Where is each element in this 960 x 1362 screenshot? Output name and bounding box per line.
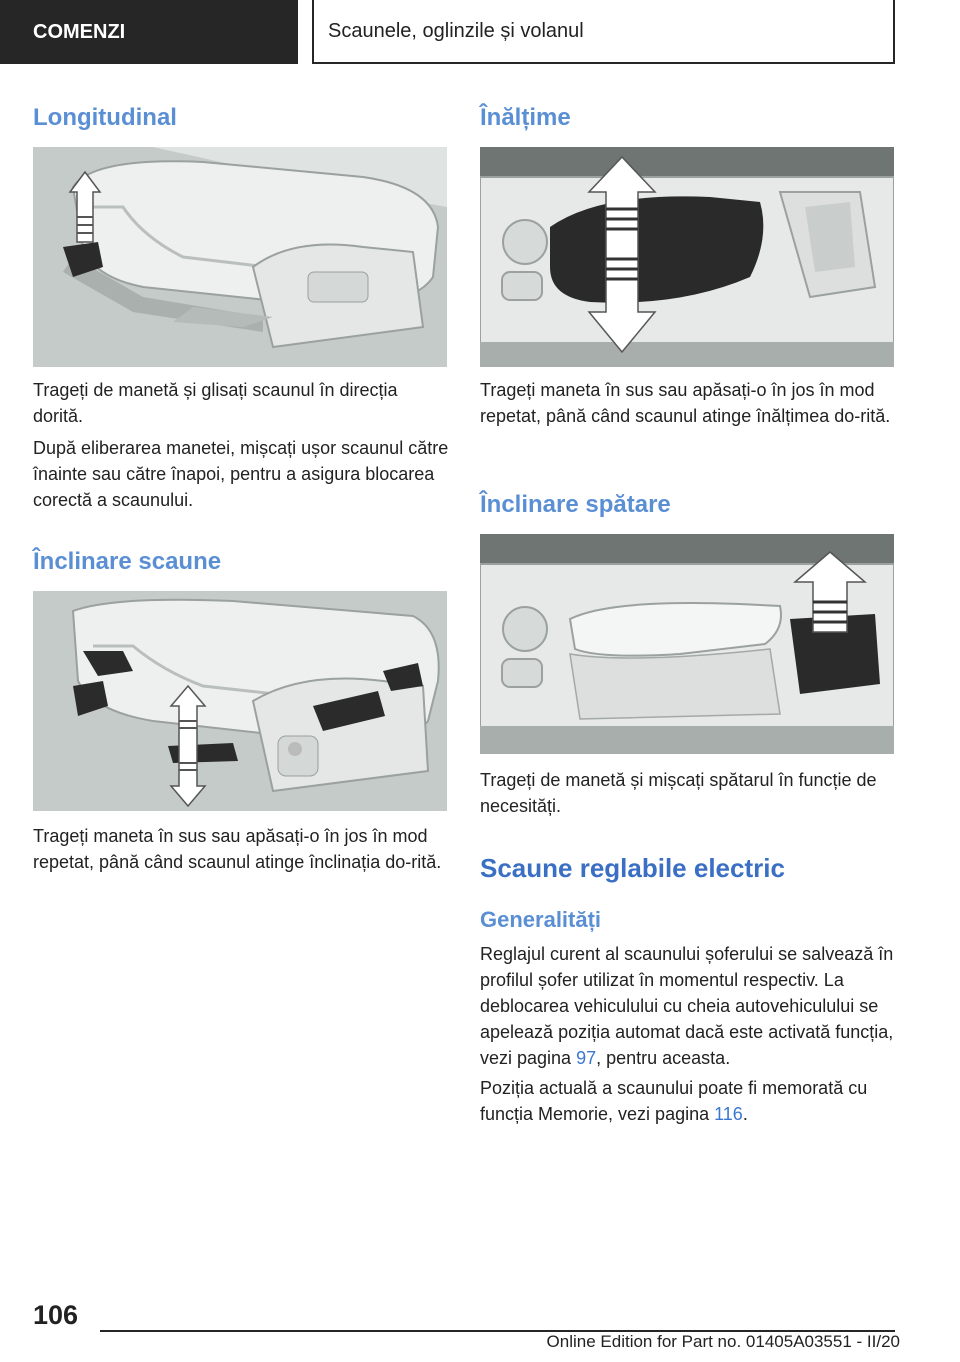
- para-electric-1-text: Reglajul curent al scaunului șoferului se salvează în profilul șofer utilizat în momentul respectiv. La deblocarea vehiculului cu cheia autovehiculului se apelează poziția automat dacă este activată funcția, vezi pagina: [480, 944, 894, 1068]
- section-tab: [0, 0, 298, 64]
- heading-electric-seats: Scaune reglabile electric: [480, 853, 785, 883]
- para-longitudinal-1: Trageți de manetă și glisați scaunul în direcția dorită.: [33, 380, 398, 426]
- para-height: Trageți maneta în sus sau apăsați-o în jos în mod repetat, până când scaunul atinge înălțimea do-rită.: [480, 380, 891, 426]
- para-electric-2-text: Poziția actuală a scaunului poate fi memorată cu funcția Memorie, vezi pagina: [480, 1078, 868, 1124]
- figure-backrest: [480, 534, 894, 754]
- subheading-general: Generalități: [480, 907, 602, 932]
- chapter-tab: [312, 0, 895, 64]
- para-longitudinal-2: După eliberarea manetei, mișcați ușor scaunul către înainte sau către înapoi, pentru a asigura blocarea corectă a scaunului.: [33, 438, 449, 510]
- heading-seat-tilt: Înclinare scaune: [33, 548, 222, 575]
- chapter-title: Scaunele, oglinzile și volanul: [328, 19, 584, 42]
- figure-seat-longitudinal: [33, 147, 447, 367]
- heading-longitudinal: Longitudinal: [33, 104, 177, 131]
- section-title: COMENZI: [33, 20, 126, 43]
- page-link-97[interactable]: 97: [576, 1048, 597, 1068]
- figure-seat-height: [480, 147, 894, 367]
- para-backrest: Trageți de manetă și mișcați spătarul în funcție de necesități.: [480, 770, 877, 816]
- page-number: 106: [33, 1300, 79, 1330]
- para-electric-2-tail: .: [742, 1104, 748, 1124]
- para-seat-tilt: Trageți maneta în sus sau apăsați-o în jos în mod repetat, până când scaunul atinge înclinația do-rită.: [33, 826, 442, 872]
- para-electric-1: [480, 941, 896, 1071]
- figure-seat-tilt: [33, 591, 447, 811]
- footer-edition: Online Edition for Part no. 01405A03551 - II/20: [546, 1332, 900, 1351]
- para-electric-2: [480, 1075, 896, 1127]
- heading-height: Înălțime: [480, 104, 571, 131]
- heading-backrest: Înclinare spătare: [480, 491, 671, 518]
- page-link-116[interactable]: 116: [714, 1104, 743, 1124]
- para-electric-1-tail: , pentru aceasta.: [596, 1048, 731, 1068]
